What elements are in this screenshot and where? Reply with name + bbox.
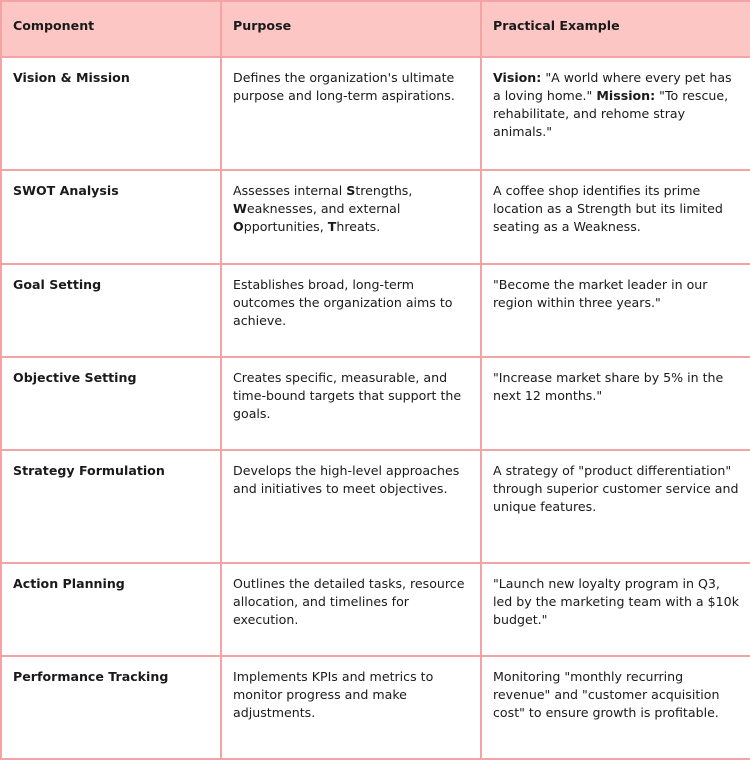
table-row <box>1 656 750 759</box>
table-row <box>1 170 750 264</box>
table-row <box>1 264 750 357</box>
swot-text: trengths, <box>355 183 413 198</box>
swot-letter-s: S <box>346 183 356 198</box>
example-cell: "Become the market leader in our region within three years." <box>481 264 750 357</box>
example-cell: A strategy of "product differentiation" through superior customer service and unique features. <box>481 450 750 563</box>
column-header-example: Practical Example <box>481 1 750 57</box>
purpose-cell: Outlines the detailed tasks, resource allocation, and timelines for execution. <box>221 563 481 656</box>
table-row <box>1 57 750 170</box>
purpose-cell: Defines the organization's ultimate purpose and long-term aspirations. <box>221 57 481 170</box>
example-cell: "Increase market share by 5% in the next 12 months." <box>481 357 750 450</box>
purpose-cell: Establishes broad, long-term outcomes the organization aims to achieve. <box>221 264 481 357</box>
component-cell: Vision & Mission <box>1 57 221 170</box>
purpose-cell <box>221 170 481 264</box>
swot-text: eaknesses, and external <box>246 201 401 216</box>
swot-letter-o: O <box>233 219 244 234</box>
example-cell: Monitoring "monthly recurring revenue" and "customer acquisition cost" to ensure growth is profitable. <box>481 656 750 759</box>
component-cell: Objective Setting <box>1 357 221 450</box>
purpose-cell: Develops the high-level approaches and initiatives to meet objectives. <box>221 450 481 563</box>
swot-letter-t: T <box>327 219 337 234</box>
mission-label: Mission: <box>596 88 656 103</box>
swot-text: Assesses internal <box>233 183 347 198</box>
swot-letter-w: W <box>233 201 247 216</box>
table-header-row <box>1 1 750 57</box>
component-cell: SWOT Analysis <box>1 170 221 264</box>
vision-text: "A world where every pet has a loving home." <box>493 70 732 103</box>
component-cell: Strategy Formulation <box>1 450 221 563</box>
column-header-purpose: Purpose <box>221 1 481 57</box>
vision-label: Vision: <box>493 70 542 85</box>
table-row <box>1 563 750 656</box>
purpose-cell: Creates specific, measurable, and time-bound targets that support the goals. <box>221 357 481 450</box>
column-header-component: Component <box>1 1 221 57</box>
component-cell: Action Planning <box>1 563 221 656</box>
component-cell: Goal Setting <box>1 264 221 357</box>
example-cell: "Launch new loyalty program in Q3, led by the marketing team with a $10k budget." <box>481 563 750 656</box>
component-cell: Performance Tracking <box>1 656 221 759</box>
example-cell <box>481 57 750 170</box>
table-row <box>1 357 750 450</box>
swot-text: hreats. <box>336 219 381 234</box>
example-cell: A coffee shop identifies its prime location as a Strength but its limited seating as a Weakness. <box>481 170 750 264</box>
table-row <box>1 450 750 563</box>
purpose-cell: Implements KPIs and metrics to monitor progress and make adjustments. <box>221 656 481 759</box>
swot-text: pportunities, <box>243 219 328 234</box>
mission-text: "To rescue, rehabilitate, and rehome stray animals." <box>493 88 729 139</box>
